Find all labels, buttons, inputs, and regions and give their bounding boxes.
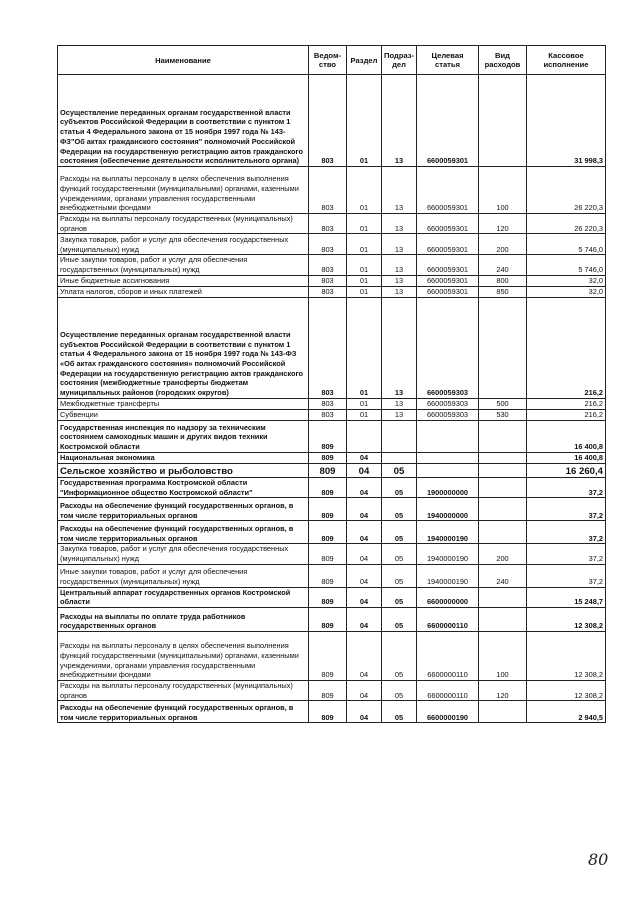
table-row — [58, 275, 606, 286]
row-sum: 32,0 — [527, 275, 606, 286]
row-sum: 16 260,4 — [527, 463, 606, 477]
row-sum: 2 940,5 — [527, 701, 606, 723]
row-statya: 6600000110 — [417, 608, 479, 632]
table-row — [58, 701, 606, 723]
table-row — [58, 398, 606, 409]
row-vedomstvo: 803 — [309, 286, 347, 297]
row-statya: 6600000000 — [417, 587, 479, 607]
row-name: Уплата налогов, сборов и иных платежей — [58, 286, 309, 297]
row-vedomstvo: 803 — [309, 297, 347, 398]
row-razdel — [347, 420, 382, 452]
table-row — [58, 632, 606, 681]
row-vedomstvo: 809 — [309, 544, 347, 564]
row-statya: 6600059303 — [417, 409, 479, 420]
row-name: Расходы на выплаты персоналу государственных (муниципальных) органов — [58, 214, 309, 234]
row-podrazdel — [382, 452, 417, 463]
row-podrazdel: 05 — [382, 701, 417, 723]
row-vedomstvo: 809 — [309, 632, 347, 681]
row-vedomstvo: 809 — [309, 521, 347, 544]
row-vedomstvo: 809 — [309, 477, 347, 497]
row-vedomstvo: 809 — [309, 701, 347, 723]
row-razdel: 04 — [347, 681, 382, 701]
row-razdel: 01 — [347, 409, 382, 420]
row-statya: 6600000190 — [417, 701, 479, 723]
row-vid: 530 — [479, 409, 527, 420]
row-podrazdel: 13 — [382, 234, 417, 255]
row-vid — [479, 477, 527, 497]
row-name: Закупка товаров, работ и услуг для обеспечения государственных (муниципальных) нужд — [58, 544, 309, 564]
row-podrazdel: 05 — [382, 463, 417, 477]
row-statya: 6600059301 — [417, 275, 479, 286]
budget-table — [57, 45, 606, 723]
row-statya: 6600000110 — [417, 681, 479, 701]
row-vid — [479, 463, 527, 477]
page-number: 80 — [588, 850, 609, 869]
row-sum: 12 308,2 — [527, 681, 606, 701]
row-vid: 500 — [479, 398, 527, 409]
row-razdel: 04 — [347, 564, 382, 587]
row-sum: 15 248,7 — [527, 587, 606, 607]
row-statya — [417, 420, 479, 452]
row-vid — [479, 75, 527, 167]
row-vedomstvo: 809 — [309, 608, 347, 632]
table-header-row — [58, 46, 606, 75]
row-razdel: 01 — [347, 255, 382, 275]
row-vid — [479, 587, 527, 607]
row-podrazdel: 05 — [382, 564, 417, 587]
row-name: Государственная программа Костромской области "Информационное общество Костромской области" — [58, 477, 309, 497]
table-row — [58, 214, 606, 234]
row-vid: 100 — [479, 167, 527, 214]
row-podrazdel: 05 — [382, 587, 417, 607]
table-row — [58, 286, 606, 297]
row-razdel: 01 — [347, 297, 382, 398]
row-razdel: 04 — [347, 498, 382, 521]
row-name: Расходы на обеспечение функций государственных органов, в том числе территориальных органов — [58, 701, 309, 723]
row-vedomstvo: 803 — [309, 275, 347, 286]
row-vid: 200 — [479, 544, 527, 564]
row-sum: 37,2 — [527, 521, 606, 544]
row-statya: 6600059301 — [417, 214, 479, 234]
row-vid: 120 — [479, 214, 527, 234]
row-name: Иные бюджетные ассигнования — [58, 275, 309, 286]
row-razdel: 04 — [347, 608, 382, 632]
row-vid: 100 — [479, 632, 527, 681]
row-vid — [479, 521, 527, 544]
row-name: Государственная инспекция по надзору за техническим состоянием самоходных машин и других видов техники Костромской области — [58, 420, 309, 452]
row-name: Расходы на выплаты персоналу в целях обеспечения выполнения функций государственными (муниципальными) органами, казенными учреждениями, органами управления государственными внебюджетными фондами — [58, 167, 309, 214]
row-sum: 16 400,8 — [527, 452, 606, 463]
table-row — [58, 521, 606, 544]
row-vedomstvo: 803 — [309, 214, 347, 234]
header-sum: Кассовое исполнение — [527, 46, 606, 75]
row-statya: 6600059301 — [417, 75, 479, 167]
row-vid: 120 — [479, 681, 527, 701]
header-razdel: Раздел — [347, 46, 382, 75]
row-statya: 1900000000 — [417, 477, 479, 497]
row-name: Расходы на выплаты персоналу государственных (муниципальных) органов — [58, 681, 309, 701]
table-row — [58, 608, 606, 632]
row-podrazdel: 13 — [382, 167, 417, 214]
row-podrazdel: 05 — [382, 681, 417, 701]
row-vedomstvo: 809 — [309, 587, 347, 607]
row-razdel: 01 — [347, 75, 382, 167]
row-statya — [417, 452, 479, 463]
row-name: Расходы на обеспечение функций государственных органов, в том числе территориальных органов — [58, 521, 309, 544]
row-sum: 216,2 — [527, 398, 606, 409]
row-vid — [479, 498, 527, 521]
row-vid — [479, 701, 527, 723]
row-vedomstvo: 803 — [309, 75, 347, 167]
row-podrazdel: 05 — [382, 477, 417, 497]
row-razdel: 01 — [347, 214, 382, 234]
row-vid — [479, 420, 527, 452]
row-podrazdel: 13 — [382, 398, 417, 409]
row-name: Осуществление переданных органам государственной власти субъектов Российской Федерации в соответствии с пунктом 1 статьи 4 Федерального закона от 15 ноября 1997 года № 143-ФЗ"Об актах гражданского состояния" полномочий Российской Федерации на государственную регистрацию актов гражданского состояния (обеспечение деятельности исполнительного органа) — [58, 75, 309, 167]
row-sum: 31 998,3 — [527, 75, 606, 167]
row-name: Иные закупки товаров, работ и услуг для обеспечения государственных (муниципальных) нужд — [58, 564, 309, 587]
row-sum: 12 308,2 — [527, 608, 606, 632]
row-razdel: 04 — [347, 544, 382, 564]
row-vid — [479, 452, 527, 463]
row-vid — [479, 608, 527, 632]
row-statya: 6600059301 — [417, 286, 479, 297]
row-name: Осуществление переданных органам государственной власти субъектов Российской Федерации в соответствии с пунктом 1 статьи 4 Федерального закона от 15 ноября 1997 года № 143-ФЗ «Об актах гражданского состояния» полномочий Российской Федерации на государственную регистрацию актов гражданского состояния (межбюджетные трансферты бюджетам муниципальных районов (городских округов) — [58, 297, 309, 398]
row-vid: 850 — [479, 286, 527, 297]
row-podrazdel: 13 — [382, 275, 417, 286]
row-sum: 12 308,2 — [527, 632, 606, 681]
row-statya: 6600059303 — [417, 297, 479, 398]
table-row — [58, 463, 606, 477]
row-name: Сельское хозяйство и рыболовство — [58, 463, 309, 477]
table-row — [58, 477, 606, 497]
row-vedomstvo: 803 — [309, 255, 347, 275]
row-name: Субвенции — [58, 409, 309, 420]
table-row — [58, 297, 606, 398]
table-row — [58, 544, 606, 564]
row-razdel: 04 — [347, 521, 382, 544]
table-row — [58, 420, 606, 452]
row-vid: 240 — [479, 255, 527, 275]
row-podrazdel: 13 — [382, 409, 417, 420]
row-sum: 5 746,0 — [527, 255, 606, 275]
table-row — [58, 255, 606, 275]
row-razdel: 01 — [347, 167, 382, 214]
row-statya: 1940000190 — [417, 564, 479, 587]
row-sum: 26 220,3 — [527, 167, 606, 214]
row-vedomstvo: 809 — [309, 498, 347, 521]
header-vedomstvo: Ведом-ство — [309, 46, 347, 75]
row-podrazdel: 05 — [382, 632, 417, 681]
table-row — [58, 587, 606, 607]
table-row — [58, 409, 606, 420]
row-name: Расходы на обеспечение функций государственных органов, в том числе территориальных органов — [58, 498, 309, 521]
row-sum: 37,2 — [527, 564, 606, 587]
row-vedomstvo: 803 — [309, 234, 347, 255]
header-podrazdel: Подраз-дел — [382, 46, 417, 75]
table-row — [58, 681, 606, 701]
row-name: Закупка товаров, работ и услуг для обеспечения государственных (муниципальных) нужд — [58, 234, 309, 255]
row-vedomstvo: 809 — [309, 681, 347, 701]
row-podrazdel: 05 — [382, 521, 417, 544]
row-podrazdel: 13 — [382, 297, 417, 398]
row-razdel: 04 — [347, 587, 382, 607]
row-podrazdel: 13 — [382, 214, 417, 234]
row-vedomstvo: 803 — [309, 409, 347, 420]
row-vid: 800 — [479, 275, 527, 286]
table-row — [58, 452, 606, 463]
table-row — [58, 75, 606, 167]
row-razdel: 04 — [347, 477, 382, 497]
row-statya: 1940000190 — [417, 544, 479, 564]
row-razdel: 01 — [347, 286, 382, 297]
row-razdel: 04 — [347, 701, 382, 723]
row-sum: 5 746,0 — [527, 234, 606, 255]
row-podrazdel: 05 — [382, 544, 417, 564]
row-vid: 240 — [479, 564, 527, 587]
row-name: Расходы на выплаты по оплате труда работников государственных органов — [58, 608, 309, 632]
row-razdel: 04 — [347, 463, 382, 477]
row-statya: 6600059301 — [417, 167, 479, 214]
row-vedomstvo: 803 — [309, 167, 347, 214]
row-statya: 6600000110 — [417, 632, 479, 681]
row-podrazdel: 13 — [382, 286, 417, 297]
budget-table-sheet — [57, 45, 605, 723]
row-sum: 32,0 — [527, 286, 606, 297]
table-row — [58, 234, 606, 255]
row-name: Межбюджетные трансферты — [58, 398, 309, 409]
row-razdel: 04 — [347, 452, 382, 463]
row-razdel: 01 — [347, 275, 382, 286]
row-vedomstvo: 809 — [309, 564, 347, 587]
row-vid: 200 — [479, 234, 527, 255]
header-vid: Вид расходов — [479, 46, 527, 75]
row-sum: 16 400,8 — [527, 420, 606, 452]
header-name: Наименование — [58, 46, 309, 75]
row-razdel: 01 — [347, 398, 382, 409]
row-name: Центральный аппарат государственных органов Костромской области — [58, 587, 309, 607]
row-razdel: 01 — [347, 234, 382, 255]
row-vedomstvo: 803 — [309, 398, 347, 409]
row-statya — [417, 463, 479, 477]
row-name: Иные закупки товаров, работ и услуг для обеспечения государственных (муниципальных) нужд — [58, 255, 309, 275]
row-statya: 1940000190 — [417, 521, 479, 544]
row-vedomstvo: 809 — [309, 463, 347, 477]
row-sum: 37,2 — [527, 477, 606, 497]
row-sum: 216,2 — [527, 297, 606, 398]
row-name: Национальная экономика — [58, 452, 309, 463]
row-sum: 37,2 — [527, 498, 606, 521]
row-statya: 6600059301 — [417, 255, 479, 275]
row-vedomstvo: 809 — [309, 452, 347, 463]
row-name: Расходы на выплаты персоналу в целях обеспечения выполнения функций государственными (муниципальными) органами, казенными учреждениями, органами управления государственными внебюджетными фондами — [58, 632, 309, 681]
table-row — [58, 167, 606, 214]
row-statya: 6600059301 — [417, 234, 479, 255]
row-statya: 1940000000 — [417, 498, 479, 521]
row-podrazdel: 13 — [382, 75, 417, 167]
row-sum: 216,2 — [527, 409, 606, 420]
table-body — [58, 75, 606, 723]
table-row — [58, 498, 606, 521]
row-sum: 26 220,3 — [527, 214, 606, 234]
row-sum: 37,2 — [527, 544, 606, 564]
row-podrazdel — [382, 420, 417, 452]
row-vedomstvo: 809 — [309, 420, 347, 452]
row-statya: 6600059303 — [417, 398, 479, 409]
row-podrazdel: 13 — [382, 255, 417, 275]
header-statya: Целевая статья — [417, 46, 479, 75]
table-row — [58, 564, 606, 587]
row-podrazdel: 05 — [382, 498, 417, 521]
row-vid — [479, 297, 527, 398]
row-podrazdel: 05 — [382, 608, 417, 632]
row-razdel: 04 — [347, 632, 382, 681]
